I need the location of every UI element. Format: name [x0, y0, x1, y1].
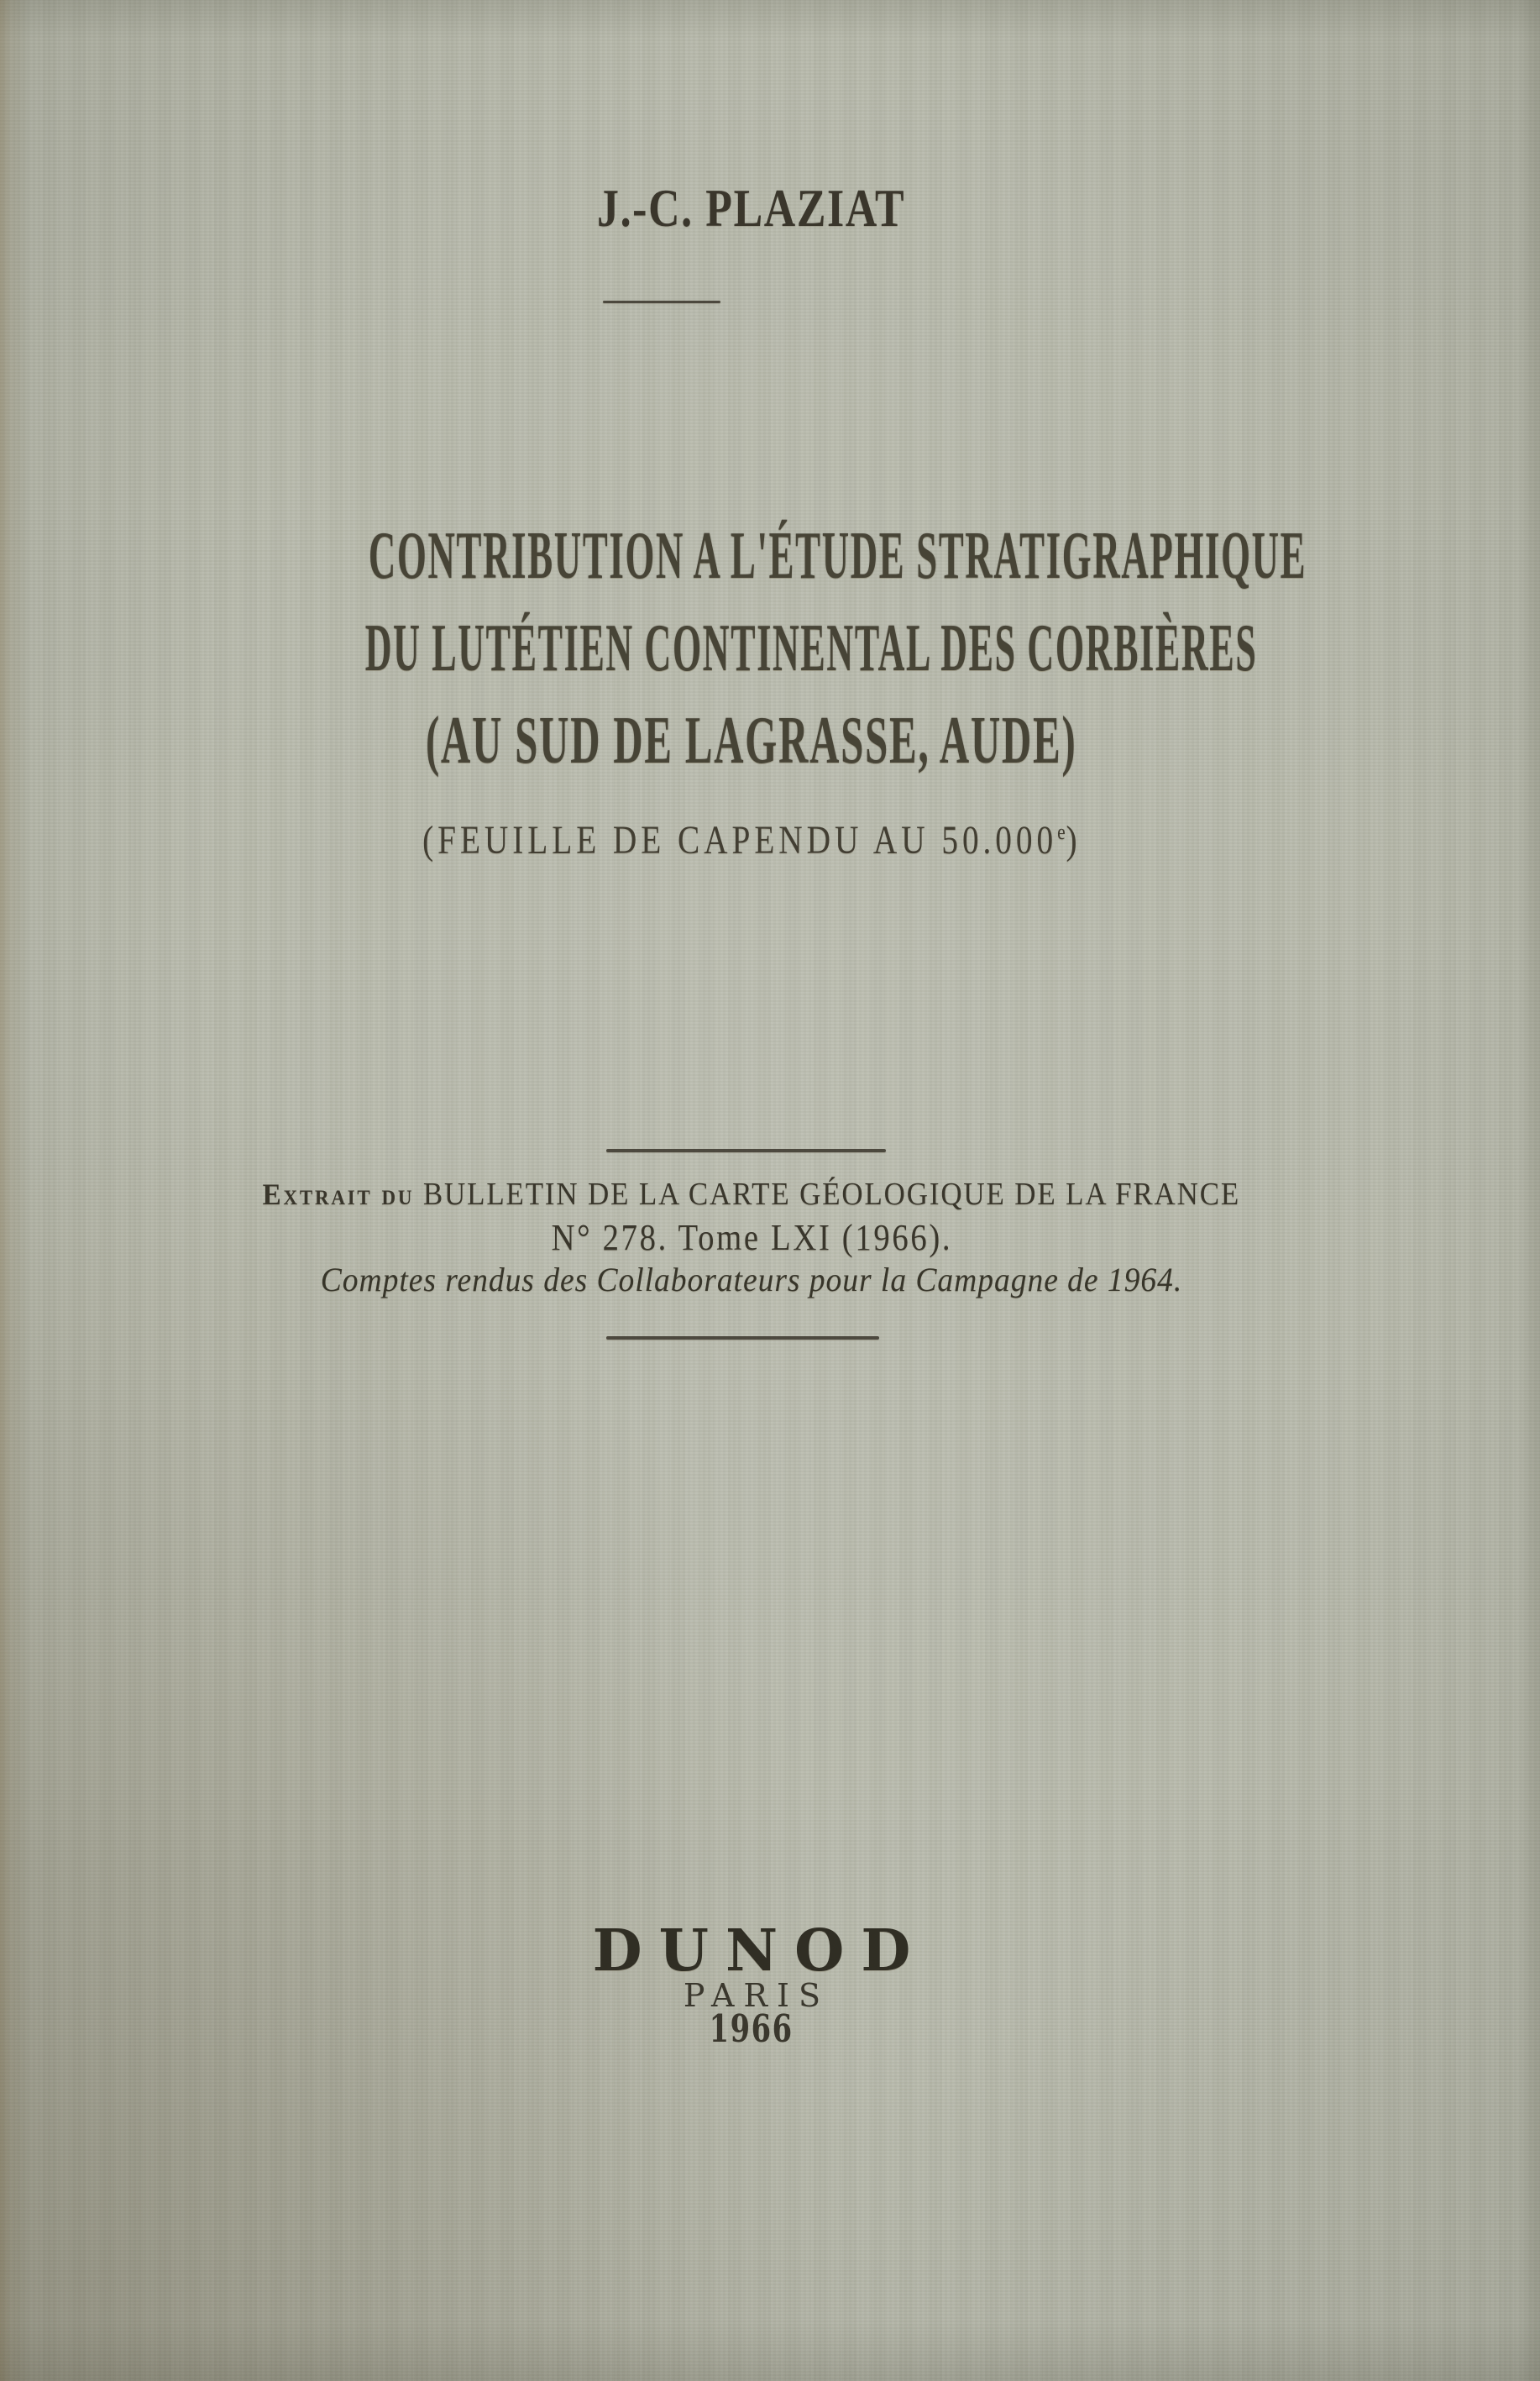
publisher-year-text: 1966 [710, 2006, 794, 2051]
map-sheet-superscript: e [1056, 819, 1066, 844]
title-line-2-text: DU LUTÉTIEN CONTINENTAL DES CORBIÈRES [364, 611, 1258, 685]
imprint-series-line [0, 1178, 1503, 1210]
publisher-name-text: DUNOD [592, 1917, 928, 1985]
map-sheet-post: ) [1066, 818, 1082, 863]
imprint-series-prefix: Extrait du [262, 1177, 415, 1211]
title-line-2 [0, 611, 1503, 685]
map-sheet-pre: (FEUILLE DE CAPENDU AU 50.000 [422, 818, 1057, 863]
imprint-series-name: BULLETIN DE LA CARTE GÉOLOGIQUE DE LA FRANCE [414, 1177, 1241, 1212]
title-line-3-text: (AU SUD DE LAGRASSE, AUDE) [426, 704, 1077, 778]
publisher-year [0, 2006, 1503, 2051]
author-name-text: J.-C. PLAZIAT [597, 178, 906, 238]
title-line-1 [0, 519, 1503, 593]
imprint-series-text [263, 1178, 1240, 1210]
map-sheet-subtitle-text [422, 818, 1082, 863]
imprint-note-line [0, 1263, 1503, 1297]
divider-rule-author [603, 301, 720, 303]
title-line-1-text: CONTRIBUTION A L'ÉTUDE STRATIGRAPHIQUE [368, 519, 1307, 593]
title-line-3 [0, 704, 1503, 778]
author-name [0, 178, 1503, 238]
imprint-note-text: Comptes rendus des Collaborateurs pour la Campagne de 1964. [320, 1261, 1183, 1298]
imprint-issue-text: N° 278. Tome LXI (1966). [551, 1217, 952, 1258]
imprint-issue-line [0, 1219, 1503, 1256]
publisher-name [8, 1917, 1511, 1985]
map-sheet-subtitle [0, 818, 1503, 863]
divider-rule-imprint-bottom [606, 1336, 879, 1340]
publisher-city-text: PARIS [683, 1977, 830, 2014]
divider-rule-imprint-top [606, 1149, 886, 1152]
